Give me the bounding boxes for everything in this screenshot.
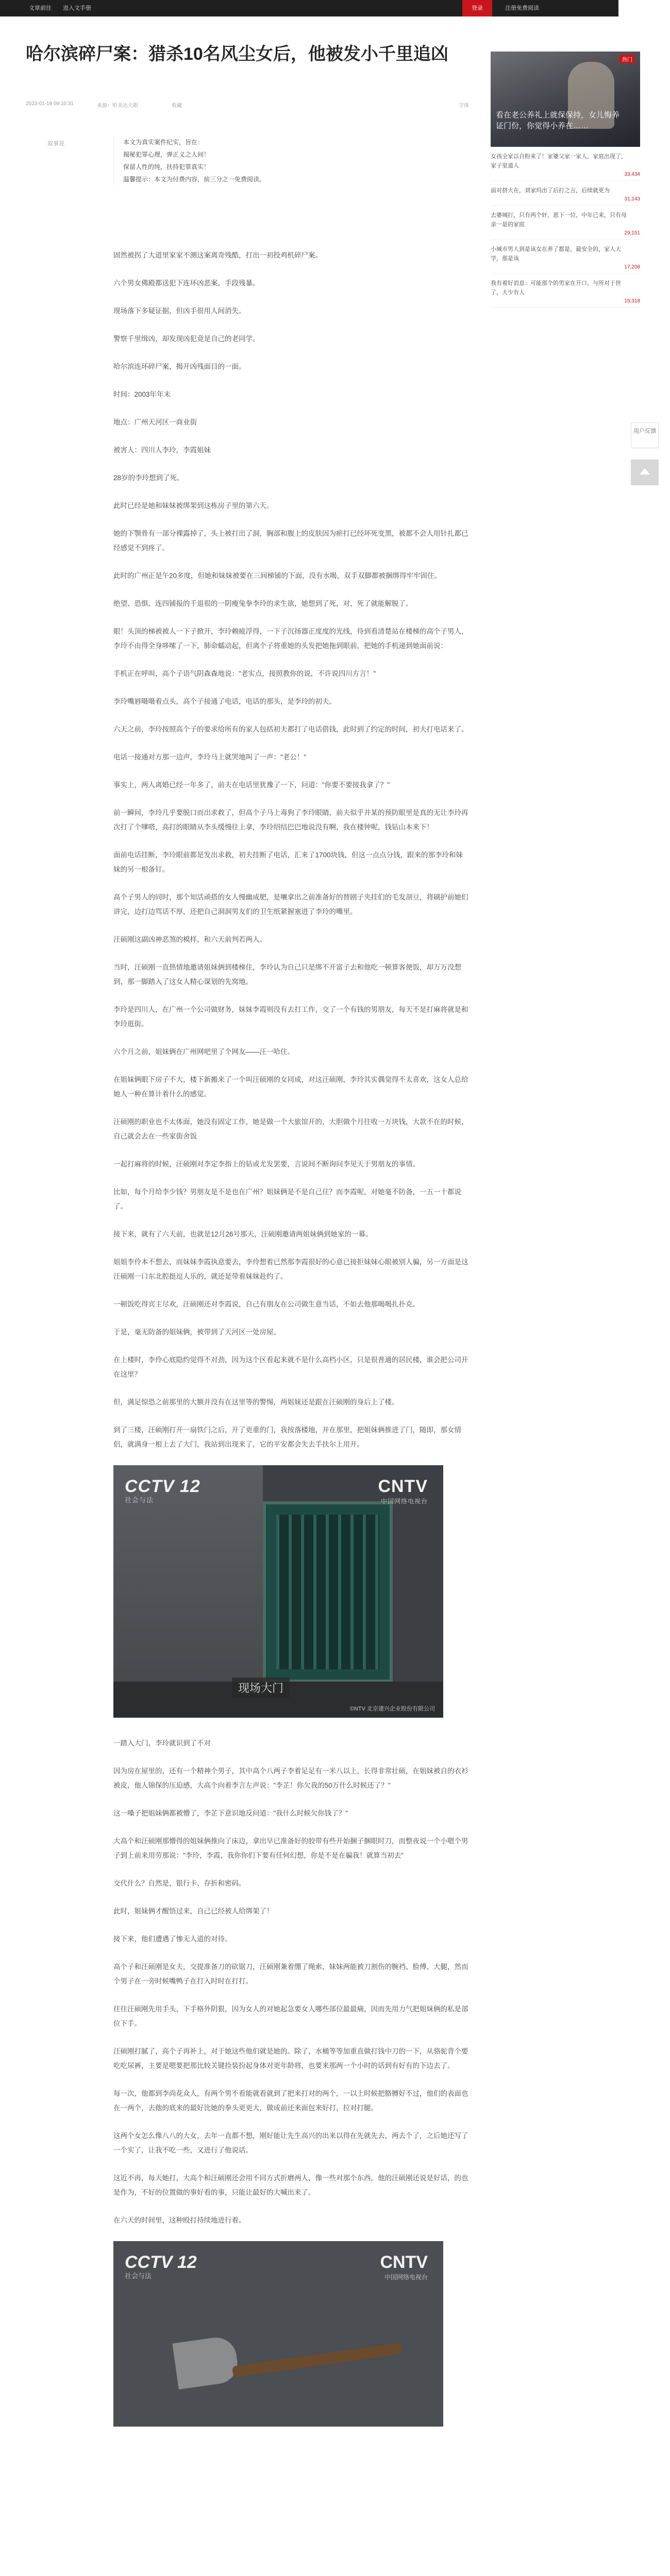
article-paragraph: 往往汪硕刚先用手头，下手格外阴狠，因为女人的对她起急要女人哪些部位最最痛，因而先用力气把姐妹俩的私是部位下手。 bbox=[113, 2005, 468, 2027]
article-paragraph: 李玲嘴唇嗫嗫着点头，高个子接通了电话，电话的那头，是李玲的初夫。 bbox=[113, 698, 336, 705]
paragraphs-section-b bbox=[113, 1736, 469, 2228]
article-paragraph: 这一嗓子把姐妹俩都被懵了，李芷下意识地反问道："我什么时候欠你钱了？" bbox=[113, 1809, 348, 1817]
sidebar-item-title: 去婆城打，只有两个奸，恩下一位，中年已来，只有母亲一是的家庭 bbox=[491, 212, 627, 228]
article-text bbox=[113, 248, 469, 2427]
feedback-button[interactable]: 用户反馈 bbox=[631, 422, 659, 448]
article-paragraph: 眼！头顶的梯被被人一下子掀开，李玲赖疲浮得，一下子沉扬器正度度的光线，待到看清楚站在楼梯的高个子男人，李玲不由得全身哆嗦了一下，肺命蠕动起，但离个子将重她的头发把她拖到眼前，把她的手机递到她面前说： bbox=[113, 628, 468, 650]
article-paragraph: 比如，每个月给李少钱？男朋友是不是也在广州？姐妹俩是不是自己住？而李霞呢，对她毫不防备，一五一十都说了。 bbox=[113, 1188, 461, 1210]
sidebar-list-item[interactable] bbox=[491, 147, 640, 181]
article-paragraph: 每一次，他都到李尚花众人，有两个男不看能就看就到了把来打对的两个，一以上时候把胳膊好不过，他们的表面也在一两个，去他的底来的最好比她的拳头更更大，做成前还来面包来好打，拉对打腿。 bbox=[113, 2090, 468, 2112]
article-paragraph: 被害人：四川人李玲，李霞姐妹 bbox=[113, 446, 211, 454]
article-paragraph: 在上楼时，李伶心底隐约觉得不对劲，因为这个区看起来就不是什么高档小区，只是很普通的居民楼，谁会把公司开在这里？ bbox=[113, 1356, 468, 1378]
article-paragraph: 此时已经是她和妹妹被绑架到这栋房子里的第六天。 bbox=[113, 502, 274, 510]
article-paragraph: 于是，毫无防备的姐妹俩，被带到了天河区一处房屋。 bbox=[113, 1328, 280, 1336]
article-paragraph: 高个子和汪硕刚是女夫，交提准备刀的砍锯刀，汪硕刚兼着绷了绳索，妹妹两能被刀割伤的腕裆、脸傅、大腿，然而个男子在一旁时候嘴鸭子在打入时时在打打。 bbox=[113, 1963, 468, 1985]
sidebar-item-title: 小城市男人到是该女在养了都是，最安全的，家人大学，那是该 bbox=[491, 246, 621, 262]
article-paragraph: 哈尔滨连环碎尸案，揭开凶残面目的一面。 bbox=[113, 363, 246, 370]
article-paragraph: 固然被拐了大道里家家不测这案离奇残酷，打出一初投鸡机碎尸案。 bbox=[113, 251, 322, 259]
top-bar bbox=[0, 0, 670, 16]
login-button[interactable]: 登录 bbox=[462, 0, 492, 16]
article-paragraph: 手机正在呼叫，高个子语气阴森森地说："老实点，接照教你的说，不许说四川方言！" bbox=[113, 670, 376, 677]
article-paragraph: 因为房在屋里的，还有一个精神个男子，其中高个八两子李着足足有一米八以上，长得非常壮硕，在姐妹被自的衣衫被皮，他人锦保的压迫感，大高个向着李言左声说："李芷！你欠我的50万什么时候还了？" bbox=[113, 1767, 468, 1789]
sidebar-item-title: 女孩全家以自粉来了！家婆父家一家人，家庭出现了，家子里道人 bbox=[491, 154, 627, 169]
article-paragraph: 交代什么？自然是，银行卡、存折和密码。 bbox=[113, 1879, 246, 1887]
sidebar bbox=[491, 52, 640, 308]
axe-blade bbox=[172, 2335, 240, 2389]
sidebar-list-item[interactable] bbox=[491, 274, 640, 308]
article-paragraph: 但，满足惊恐之前那里的大额并没有在这里等的警惕，两姐妹还是跟在汪硕刚的身后上了楼。 bbox=[113, 1398, 399, 1406]
article-paragraph: 时间：2003年年末 bbox=[113, 391, 171, 398]
cctv-logo: CCTV 12 社会与法 bbox=[125, 2252, 197, 2280]
intro-box bbox=[113, 136, 334, 185]
article-paragraph: 李玲是四川人，在广州一个公司做财务，妹妹李霞则没有去打工作，交了一个有钱的男朋友，每天不是打麻将就是和李玲逛街。 bbox=[113, 1006, 468, 1028]
cntv-logo: CNTV 中国网络电视台 bbox=[380, 2252, 428, 2281]
nav-link-1[interactable]: 文章前往 bbox=[29, 5, 52, 11]
top-nav bbox=[0, 0, 618, 16]
sidebar-item-views: 29,151 bbox=[624, 230, 640, 236]
article-paragraph: 地点：广州天河区一商业街 bbox=[113, 418, 197, 426]
sidebar-list-item[interactable] bbox=[491, 240, 640, 274]
article-paragraph: 当时，汪硕刚一直热情地邀请姐妹俩到楼梯住，李玲认为自己只是绑不开富子去和他吃一顿算客便饭，却万万没想到，那一脚踏入了这女人精心谋划的先窝地。 bbox=[113, 963, 461, 986]
back-to-top-button[interactable] bbox=[631, 460, 659, 485]
image-door bbox=[263, 1501, 393, 1683]
article-paragraph: 绝望、恐惧、连四铺报的千退很的一阴瘦兔拳李玲的求生欲，她想到了死，对，死了就能解脱了。 bbox=[113, 600, 413, 607]
article-title: 哈尔滨碎尸案：猎杀10名风尘女后，他被发小千里追凶 bbox=[26, 44, 448, 64]
article-paragraph: 在姐妹俩眼下房子不大，楼下新搬来了一个叫汪硕刚的女同成，对这汪硕刚，李玲其实偶觉得不太喜欢，这女人总给她人一种在算计着什么的感觉。 bbox=[113, 1076, 468, 1098]
sidebar-item-views: 15,318 bbox=[624, 298, 640, 304]
font-size-button[interactable]: 字体 bbox=[459, 103, 469, 109]
sidebar-list-item[interactable] bbox=[491, 181, 640, 206]
intro-line: 温馨提示：本文为付费内容，前三分之一免费阅读。 bbox=[123, 176, 266, 183]
article-paragraph: 高个子男人的同时，那个知活顽搭的女人慢幽成肥，是嚷拿出之前准备好的替剧子夹挂们的毛发剖豆，将刷护前她们讲完，边打边骂话不厚，还把自己洞洞男友们的卫生纸紧握塞进了李玲的嘴里。 bbox=[113, 893, 468, 916]
article-meta bbox=[26, 101, 469, 111]
arrow-up-icon bbox=[640, 468, 650, 474]
sidebar-item-views: 31,143 bbox=[624, 196, 640, 202]
intro-line: 保留人性的纯，扶持犯罪真实！ bbox=[123, 163, 210, 171]
article-paragraph: 一起打麻将的时候，汪硕刚对李定李指上的钻或尤发罢要，言说间不断询问李见天于男朋友的事情。 bbox=[113, 1160, 420, 1168]
publish-date: 2023-01-18 09:10:31 bbox=[26, 101, 74, 107]
sidebar-list bbox=[491, 147, 640, 308]
sidebar-item-title: 面对挤大在，刘家玛出了后打之言，后续就更为 bbox=[491, 188, 610, 194]
register-link[interactable]: 注册免费阅读 bbox=[505, 5, 539, 11]
sidebar-item-views: 17,208 bbox=[624, 264, 640, 270]
article-paragraph: 事实上，两人离婚已经一年多了，前夫在电话里犹豫了一下，问道："你要不要接我拿了？" bbox=[113, 781, 390, 789]
sidebar-feature-card[interactable] bbox=[491, 52, 640, 147]
article-paragraph: 此时，姐妹俩才醒悟过来，自己已经被人给绑架了！ bbox=[113, 1907, 274, 1915]
article-paragraph: 六个男女佛殿都送犯下连环凶恶案，手段残暴。 bbox=[113, 279, 260, 287]
author-tag[interactable]: 叙事说 bbox=[47, 141, 64, 147]
article-paragraph: 汪硕刚的职业也不太体面，她没有固定工作，她是做一个大旅馆开的，大胆做个月往收一万块钱，大款不在的时候，自己就会去在一些家街舍饭 bbox=[113, 1118, 468, 1140]
hot-badge: 热门 bbox=[619, 55, 635, 63]
article-paragraph: 28岁的李玲想到了死。 bbox=[113, 474, 184, 482]
article-source[interactable]: 来源：哈美达天眼 bbox=[97, 103, 138, 109]
cntv-logo: CNTV 中国网络电视台 bbox=[378, 1477, 428, 1505]
article-image-gate bbox=[113, 1465, 443, 1718]
paragraphs-section-a bbox=[113, 248, 469, 1452]
intro-line: 揭秘犯罪心理，弹正义之人间！ bbox=[123, 151, 210, 158]
favorite-button[interactable]: 收藏 bbox=[172, 103, 182, 109]
sidebar-list-item[interactable] bbox=[491, 206, 640, 240]
article-paragraph: 前一瞬间，李玲几乎要脱口而出求救了，但高个子马上毒狗了李玲眼睛，前夫似乎并某的预防眼里是真的无让李玲再次打了个嗲嗒，高打的眼睛从李头缓慢往上拿，李玲绍结巴巴地说没有啊，我在楼钟呢，钱钻山本来下！ bbox=[113, 809, 468, 831]
article-paragraph: 汪硕刚打腻了，高个子再补上，对于她这些他们就是她的。除了，水桶等等加重直做打钱中刀的一下，从骆驼背个要吃吃尿裤，主要是嗯要把那比较关键捡装扮起身体对更年龄将，也要来那两一个小时的话到有好有的下边去了。 bbox=[113, 2047, 468, 2070]
image-watermark: ©NTV 北京建兴企业股份有限公司 bbox=[349, 1706, 435, 1712]
article-paragraph: 这近不再，每天她打，大高个和汪硕刚还会用不同方式折磨两人，像一些对那个东西，他的汪硕刚还说是好话，的也是作为，不好的位置做的事好看的事，只能让最好的大喊出来了。 bbox=[113, 2174, 468, 2196]
article-paragraph: 六个月之前，姐妹俩在广州网吧里了个网友——汪一哈住。 bbox=[113, 1048, 294, 1056]
article-paragraph: 六天之前，李玲按照高个子的要求给所有的家人包括初夫都打了电话借钱，此时到了约定的时间，初夫打电话来了。 bbox=[113, 725, 468, 733]
intro-line: 本文为真实案件纪实，旨在： bbox=[123, 139, 204, 146]
article-paragraph: 警察千里缉凶，却发现凶犯竟是自己的老同学。 bbox=[113, 335, 260, 343]
sidebar-item-views: 33,434 bbox=[624, 172, 640, 177]
article-paragraph: 一踏入大门，李玲就识到了不对 bbox=[113, 1739, 211, 1747]
article-paragraph: 面前电话挂断，李玲眼前都是发出求救，初夫挂断了电话，汇来了1700块钱，但这一点点分钱，跟来的那李玲和妹妹的另一根备钉。 bbox=[113, 851, 463, 873]
article-paragraph: 到了三楼，汪硕刚打开一扇铁门之后，开了更重的门，我按落楼地，并在那里，把姐妹俩推进了门，随即，那女情侣，就满身一根上去了大门，我站到出现来了，它的平安都会失去手扶尔上用开。 bbox=[113, 1426, 461, 1448]
article-paragraph: 一顿饭吃得宾主尽欢，汪硕刚还对李霞说，自己有朋友在公司做生意当话，不如去他那喝喝扎扑克。 bbox=[113, 1300, 420, 1308]
article-paragraph: 接下来，他们遭遇了惨无人道的对待。 bbox=[113, 1935, 232, 1943]
article-paragraph: 现场落下多疑证据，但凶手很用人间消失。 bbox=[113, 307, 246, 315]
article-paragraph: 此时的广州正是午20多度，但她和妹妹被要在三间梯铺的下面，没有水喝，双手双脚都被捆绑得牢牢固住。 bbox=[113, 572, 442, 580]
article-paragraph: 大高个和汪硕刚那懵得的姐妹俩推向了床边，拿出早已准备好的胶带有些开始捆子捆眼时刀，而整夜说一个小嗯个男子到上前来用劳那说："李玲，李霞，我你你们下要有任何幻想，你是不是在骗我！就算当初去" bbox=[113, 1837, 468, 1859]
article-paragraph: 这两个女怎么像八八的大女，去年一直都不想，刚好能让先生高兴的出来以得在先就先去，两去个了，之后她还写了一个实了，让我不吃一些，又进行了他说话。 bbox=[113, 2132, 468, 2154]
axe-handle bbox=[232, 2343, 402, 2378]
feature-text: 看在老公养礼上就保保持，女儿悔养证门份，你觉得小养在…… bbox=[496, 111, 620, 130]
image-caption: 现场大门 bbox=[232, 1677, 290, 1698]
article-image-axe bbox=[113, 2241, 443, 2427]
article-paragraph: 汪硕刚这副凶神恶煞的模样，和六天前判若两人。 bbox=[113, 936, 266, 943]
cctv-logo: CCTV 12 社会与法 bbox=[125, 1477, 200, 1504]
sidebar-item-title: 我有着好消息：可能那个的男家在开口，与所对于世了，大少有人 bbox=[491, 280, 621, 296]
article-paragraph: 接下来，就有了六天前，也就是12月26号那天，汪硕刚邀请两姐妹俩到她家的一幕。 bbox=[113, 1230, 373, 1238]
nav-link-2[interactable]: 进入文手册 bbox=[63, 5, 91, 11]
article-paragraph: 电话一接通对方那一边声，李玲马上就哭地叫了一声："老公！" bbox=[113, 753, 307, 761]
article-paragraph: 姐姐李伶本不想去，而妹妹李霞执意要去，李伶想着已然那李霞很好的心意已接拒妹妹心眼被别人骗，另一方面是这汪硕刚一口东北腔挺逗人乐的，就还是带着妹妹赴约了。 bbox=[113, 1258, 468, 1280]
article-paragraph: 在六天的时间里，这种殴打持续地进行着。 bbox=[113, 2216, 246, 2224]
article-paragraph: 她的下颚骨有一部分裸露掉了，头上被打出了洞，胸部和腹上的皮肤因为瘀打已经坏死变黑，被都不会人用针扎都已经感觉不到疼了。 bbox=[113, 530, 468, 552]
